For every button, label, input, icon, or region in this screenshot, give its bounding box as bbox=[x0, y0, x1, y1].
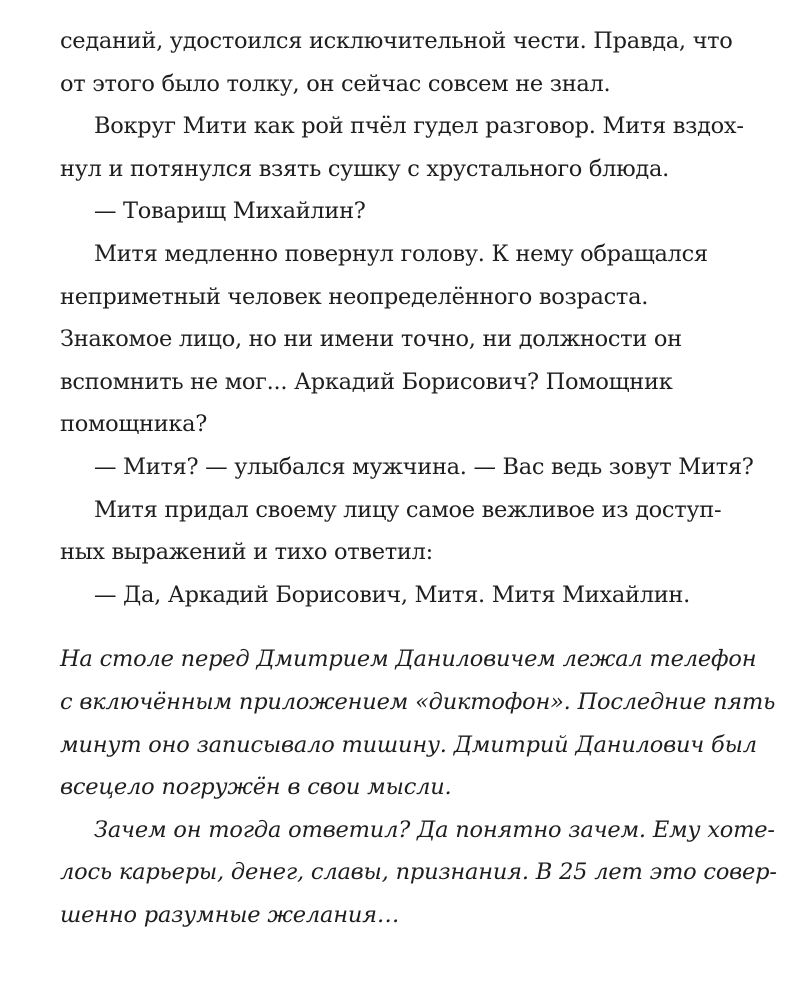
dialogue-line: — Да, Аркадий Борисович, Митя. Митя Михайлин. bbox=[94, 581, 690, 608]
paragraph bbox=[60, 20, 775, 105]
text-line: вспомнить не мог... Аркадий Борисович? Помощник bbox=[60, 368, 673, 395]
text-line: лось карьеры, денег, славы, признания. В 25 лет это совер- bbox=[60, 859, 777, 886]
dialogue-line: — Митя? — улыбался мужчина. — Вас ведь зовут Митя? bbox=[94, 453, 754, 480]
text-line: от этого было толку, он сейчас совсем не знал. bbox=[60, 70, 611, 97]
text-line: Митя придал своему лицу самое вежливое из доступ- bbox=[94, 496, 722, 523]
text-line: Зачем он тогда ответил? Да понятно зачем. Ему хоте- bbox=[94, 816, 775, 843]
italic-text-section bbox=[60, 638, 775, 936]
text-line: Митя медленно повернул голову. К нему обращался bbox=[94, 240, 708, 267]
text-line: помощника? bbox=[60, 411, 208, 438]
text-line: шенно разумные желания… bbox=[60, 901, 400, 928]
text-line: нул и потянулся взять сушку с хрустального блюда. bbox=[60, 155, 669, 182]
paragraph bbox=[60, 489, 775, 574]
paragraph bbox=[60, 233, 775, 446]
text-line: седаний, удостоился исключительной чести. Правда, что bbox=[60, 28, 733, 54]
text-line: минут оно записывало тишину. Дмитрий Данилович был bbox=[60, 731, 757, 758]
paragraph bbox=[60, 446, 775, 489]
book-page bbox=[60, 0, 775, 936]
paragraph bbox=[60, 105, 775, 190]
paragraph bbox=[60, 809, 775, 937]
text-line: с включённым приложением «диктофон». Последние пять bbox=[60, 688, 776, 715]
paragraph bbox=[60, 638, 775, 808]
paragraph bbox=[60, 574, 775, 617]
dialogue-line: — Товарищ Михайлин? bbox=[94, 198, 366, 225]
paragraph bbox=[60, 190, 775, 233]
text-line: На столе перед Дмитрием Даниловичем лежал телефон bbox=[60, 646, 757, 673]
text-line: ных выражений и тихо ответил: bbox=[60, 539, 433, 566]
text-line: Вокруг Мити как рой пчёл гудел разговор. Митя вздох- bbox=[94, 113, 744, 140]
text-line: Знакомое лицо, но ни имени точно, ни должности он bbox=[60, 326, 682, 353]
text-line: всецело погружён в свои мысли. bbox=[60, 774, 452, 801]
text-line: неприметный человек неопределённого возраста. bbox=[60, 283, 649, 310]
regular-text-section bbox=[60, 0, 775, 616]
